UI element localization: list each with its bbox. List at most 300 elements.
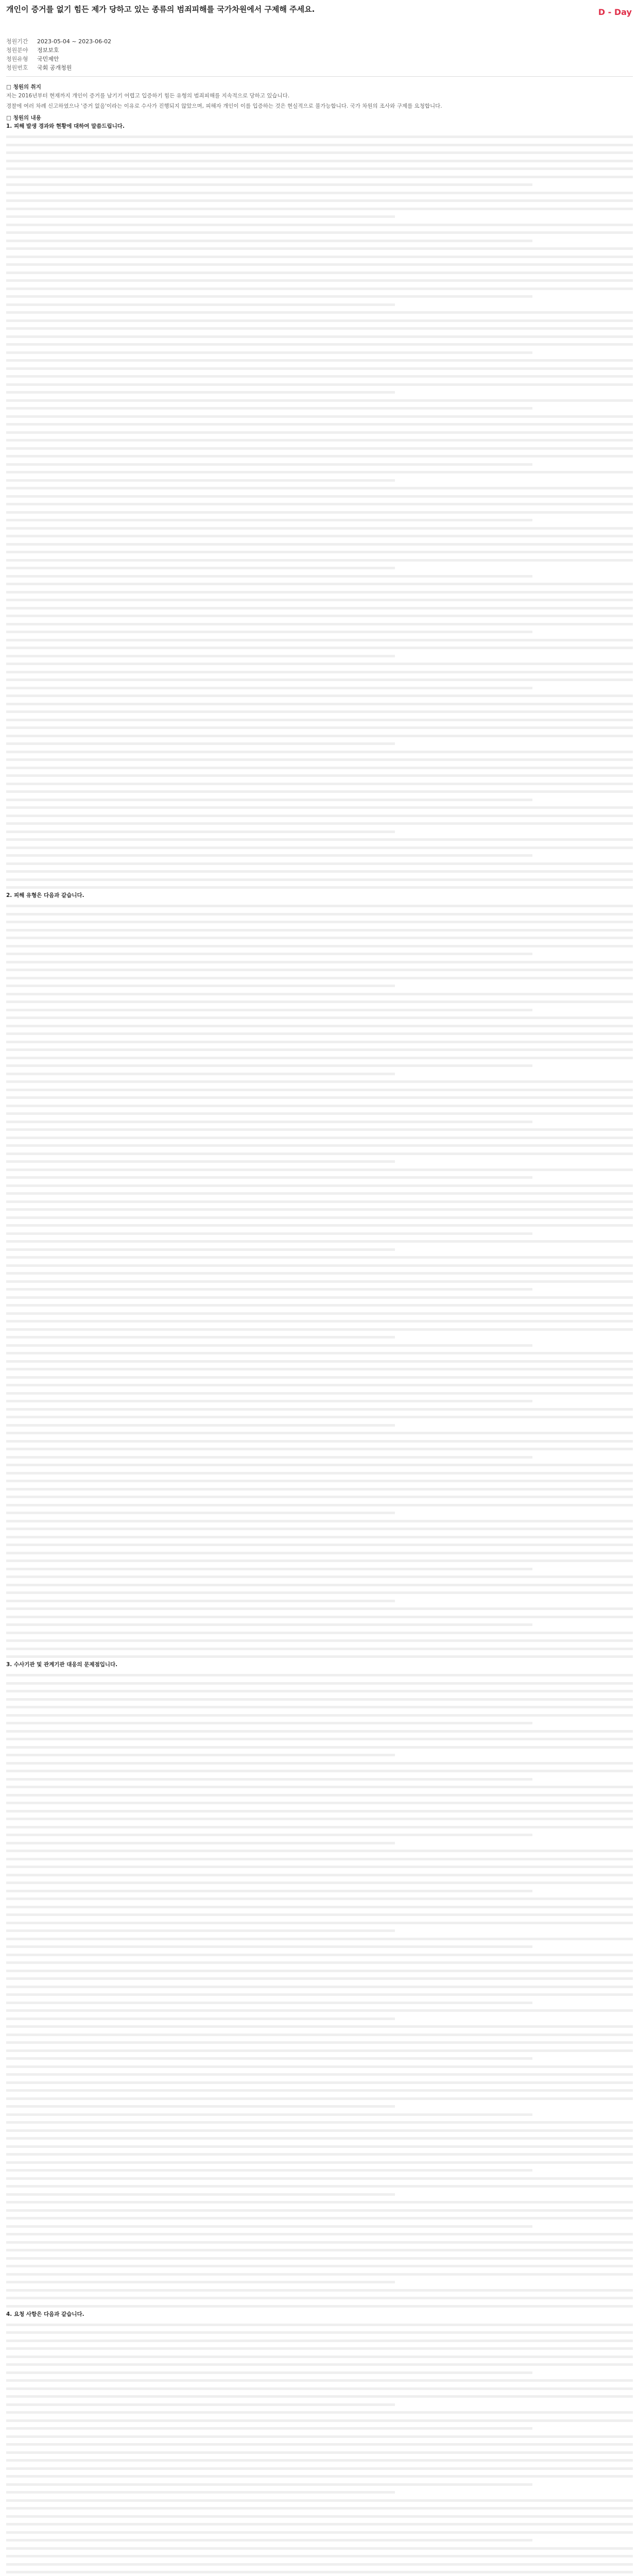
text-line bbox=[6, 341, 633, 349]
text-line bbox=[6, 2119, 633, 2127]
text-line bbox=[6, 2031, 633, 2039]
text-line bbox=[6, 1342, 532, 1349]
text-line bbox=[6, 967, 633, 974]
text-line bbox=[6, 2143, 633, 2150]
petition-meta bbox=[6, 37, 264, 72]
text-line bbox=[6, 951, 532, 958]
text-line bbox=[6, 1222, 633, 1230]
text-line bbox=[6, 1310, 633, 1317]
text-line bbox=[6, 990, 633, 998]
text-line bbox=[6, 1637, 633, 1645]
text-line bbox=[6, 413, 633, 420]
text-line bbox=[6, 1038, 633, 1046]
section-heading: □ 청원의 취지 bbox=[6, 84, 41, 90]
text-line bbox=[6, 1999, 532, 2007]
text-line bbox=[6, 2393, 633, 2401]
text-line bbox=[6, 381, 633, 388]
text-line bbox=[6, 1711, 633, 1719]
text-line bbox=[6, 780, 633, 788]
section-content bbox=[6, 114, 633, 2576]
body-paragraph: 경찰에 여러 차례 신고하였으나 '증거 없음'이라는 이유로 수사가 진행되지 않았으며, 피해자 개인이 이를 입증하는 것은 현실적으로 불가능합니다. 국가 차원의 조사와 구제를 요청합니다. bbox=[6, 103, 442, 109]
text-line bbox=[6, 1557, 633, 1565]
body-text-block bbox=[6, 1672, 633, 2310]
text-line bbox=[6, 2425, 532, 2433]
text-line bbox=[6, 221, 633, 229]
text-line bbox=[6, 1510, 395, 1517]
text-line bbox=[6, 469, 633, 477]
text-line bbox=[6, 1983, 633, 1991]
text-line bbox=[6, 2223, 532, 2230]
text-line bbox=[6, 828, 395, 836]
text-line bbox=[6, 277, 633, 285]
text-line bbox=[6, 1102, 633, 1110]
text-line bbox=[6, 2191, 395, 2198]
text-line bbox=[6, 2167, 532, 2175]
text-line bbox=[6, 2103, 395, 2111]
text-line bbox=[6, 197, 633, 205]
petition-body bbox=[6, 82, 633, 2576]
text-line bbox=[6, 1526, 633, 1533]
text-line bbox=[6, 2321, 633, 2329]
text-line bbox=[6, 974, 633, 982]
text-line bbox=[6, 1800, 633, 1807]
text-line bbox=[6, 1565, 532, 1573]
text-line bbox=[6, 581, 633, 588]
text-line bbox=[6, 1848, 633, 1855]
text-line bbox=[6, 1485, 633, 1493]
text-line bbox=[6, 1951, 633, 1959]
text-line bbox=[6, 501, 633, 509]
text-line bbox=[6, 2207, 633, 2214]
text-line bbox=[6, 1791, 633, 1799]
text-line bbox=[6, 1879, 633, 1887]
text-line bbox=[6, 556, 633, 564]
text-line bbox=[6, 1453, 532, 1461]
text-line bbox=[6, 660, 633, 668]
text-line bbox=[6, 796, 532, 804]
text-line bbox=[6, 301, 395, 309]
text-line bbox=[6, 2007, 633, 2015]
text-line bbox=[6, 1446, 633, 1453]
text-line bbox=[6, 2361, 633, 2369]
meta-row bbox=[6, 55, 264, 63]
text-line bbox=[6, 2063, 633, 2071]
text-line bbox=[6, 565, 395, 572]
text-line bbox=[6, 2513, 633, 2520]
text-line bbox=[6, 2175, 633, 2182]
text-line bbox=[6, 2231, 633, 2239]
text-line bbox=[6, 1118, 532, 1126]
text-line bbox=[6, 2047, 633, 2055]
text-line bbox=[6, 910, 633, 918]
text-line bbox=[6, 1334, 395, 1342]
meta-value: 정보보호 bbox=[37, 47, 59, 54]
text-line bbox=[6, 2353, 633, 2361]
text-line bbox=[6, 2521, 633, 2529]
text-line bbox=[6, 884, 633, 892]
text-line bbox=[6, 1286, 532, 1294]
text-line bbox=[6, 676, 633, 684]
text-line bbox=[6, 181, 532, 189]
text-line bbox=[6, 1605, 633, 1613]
header-divider bbox=[6, 76, 633, 77]
petition-header bbox=[0, 0, 639, 31]
text-line bbox=[6, 1653, 633, 1661]
text-line bbox=[6, 982, 395, 990]
text-line bbox=[6, 549, 633, 556]
text-line bbox=[6, 1350, 633, 1358]
meta-row bbox=[6, 63, 264, 72]
text-line bbox=[6, 1421, 395, 1429]
text-line bbox=[6, 820, 633, 828]
text-line bbox=[6, 772, 633, 780]
text-line bbox=[6, 788, 633, 796]
text-line bbox=[6, 748, 633, 756]
text-line bbox=[6, 1190, 633, 1198]
text-line bbox=[6, 935, 633, 942]
text-line bbox=[6, 1198, 633, 1206]
text-line bbox=[6, 2537, 532, 2545]
text-line bbox=[6, 2377, 633, 2385]
text-line bbox=[6, 1613, 633, 1621]
text-line bbox=[6, 1437, 633, 1445]
text-line bbox=[6, 844, 633, 852]
text-line bbox=[6, 724, 633, 732]
text-line bbox=[6, 1006, 532, 1014]
text-line bbox=[6, 1150, 633, 1158]
text-line bbox=[6, 2529, 633, 2536]
text-line bbox=[6, 285, 633, 293]
text-line bbox=[6, 1142, 633, 1150]
text-line bbox=[6, 2417, 633, 2425]
text-line bbox=[6, 926, 633, 934]
text-line bbox=[6, 1784, 633, 1791]
text-line bbox=[6, 636, 633, 644]
text-line bbox=[6, 365, 633, 372]
text-line bbox=[6, 437, 633, 445]
text-line bbox=[6, 1823, 633, 1831]
text-line bbox=[6, 812, 633, 820]
text-line bbox=[6, 1110, 633, 1118]
meta-value: 국민제안 bbox=[37, 56, 59, 62]
text-line bbox=[6, 740, 395, 748]
text-line bbox=[6, 2295, 633, 2302]
text-line bbox=[6, 1855, 633, 1863]
text-line bbox=[6, 205, 633, 213]
meta-value: 2023-05-04 ~ 2023-06-02 bbox=[37, 38, 112, 45]
text-line bbox=[6, 309, 633, 317]
text-line bbox=[6, 2095, 633, 2103]
text-line bbox=[6, 1967, 633, 1975]
text-line bbox=[6, 2489, 395, 2497]
text-line bbox=[6, 876, 633, 884]
text-line bbox=[6, 1166, 633, 1174]
text-line bbox=[6, 213, 395, 221]
meta-key: 청원유형 bbox=[6, 56, 28, 62]
text-line bbox=[6, 421, 633, 429]
body-paragraph: 4. 요청 사항은 다음과 같습니다. bbox=[6, 2311, 84, 2317]
text-line bbox=[6, 1046, 633, 1054]
text-line bbox=[6, 2135, 633, 2143]
meta-row bbox=[6, 37, 264, 46]
text-line bbox=[6, 1688, 633, 1696]
text-line bbox=[6, 477, 395, 484]
text-line bbox=[6, 1254, 633, 1262]
text-line bbox=[6, 2545, 633, 2552]
text-line bbox=[6, 173, 633, 181]
text-line bbox=[6, 2055, 532, 2063]
text-line bbox=[6, 1903, 633, 1911]
text-line bbox=[6, 1832, 532, 1839]
text-line bbox=[6, 357, 633, 365]
text-line bbox=[6, 684, 532, 692]
body-text-block bbox=[6, 133, 633, 892]
text-line bbox=[6, 333, 633, 341]
text-line bbox=[6, 942, 633, 950]
text-line bbox=[6, 1975, 633, 1983]
meta-row bbox=[6, 46, 264, 55]
text-line bbox=[6, 373, 633, 381]
text-line bbox=[6, 1768, 633, 1775]
text-line bbox=[6, 1398, 532, 1405]
text-line bbox=[6, 237, 532, 245]
text-line bbox=[6, 1541, 633, 1549]
text-line bbox=[6, 1462, 633, 1469]
text-line bbox=[6, 1943, 532, 1951]
text-line bbox=[6, 293, 532, 301]
text-line bbox=[6, 716, 633, 724]
text-line bbox=[6, 2127, 633, 2134]
text-line bbox=[6, 645, 633, 652]
text-line bbox=[6, 2263, 633, 2270]
text-line bbox=[6, 1573, 633, 1581]
text-line bbox=[6, 1358, 633, 1365]
text-line bbox=[6, 1911, 633, 1919]
text-line bbox=[6, 1935, 633, 1943]
text-line bbox=[6, 157, 633, 165]
text-line bbox=[6, 269, 633, 277]
text-line bbox=[6, 317, 633, 325]
section-heading: □ 청원의 내용 bbox=[6, 114, 41, 121]
text-line bbox=[6, 1469, 633, 1477]
text-line bbox=[6, 919, 633, 926]
text-line bbox=[6, 1887, 532, 1895]
text-line bbox=[6, 1597, 395, 1605]
text-line bbox=[6, 2473, 633, 2481]
text-line bbox=[6, 764, 633, 772]
text-line bbox=[6, 1270, 633, 1278]
text-line bbox=[6, 389, 395, 397]
text-line bbox=[6, 1126, 633, 1134]
text-line bbox=[6, 692, 633, 700]
text-line bbox=[6, 1206, 633, 1214]
text-line bbox=[6, 1326, 633, 1333]
text-line bbox=[6, 1302, 633, 1310]
text-line bbox=[6, 1389, 633, 1397]
text-line bbox=[6, 2441, 633, 2449]
text-line bbox=[6, 1278, 633, 1285]
text-line bbox=[6, 958, 633, 966]
text-line bbox=[6, 1294, 633, 1301]
text-line bbox=[6, 2215, 633, 2223]
text-line bbox=[6, 1752, 395, 1759]
text-line bbox=[6, 261, 633, 269]
body-paragraph: 3. 수사기관 및 관계기관 대응의 문제점입니다. bbox=[6, 1662, 118, 1668]
text-line bbox=[6, 1366, 633, 1374]
text-line bbox=[6, 700, 633, 708]
text-line bbox=[6, 1022, 633, 1030]
text-line bbox=[6, 517, 532, 524]
text-line bbox=[6, 1727, 633, 1735]
text-line bbox=[6, 868, 633, 876]
text-line bbox=[6, 2433, 633, 2441]
text-line bbox=[6, 509, 633, 516]
text-line bbox=[6, 1704, 633, 1711]
meta-key: 청원분야 bbox=[6, 47, 28, 54]
text-line bbox=[6, 2239, 633, 2246]
text-line bbox=[6, 1414, 633, 1421]
text-line bbox=[6, 133, 633, 141]
text-line bbox=[6, 1839, 395, 1847]
text-line bbox=[6, 2247, 633, 2255]
text-line bbox=[6, 453, 633, 461]
text-line bbox=[6, 1672, 633, 1680]
text-line bbox=[6, 620, 633, 628]
text-line bbox=[6, 1549, 633, 1557]
text-line bbox=[6, 165, 633, 173]
text-line bbox=[6, 253, 633, 261]
text-line bbox=[6, 1680, 633, 1687]
text-line bbox=[6, 1078, 633, 1086]
text-line bbox=[6, 2087, 633, 2095]
text-line bbox=[6, 2183, 633, 2191]
text-line bbox=[6, 1775, 532, 1783]
text-line bbox=[6, 1070, 395, 1078]
text-line bbox=[6, 533, 633, 540]
text-line bbox=[6, 349, 532, 357]
text-line bbox=[6, 1014, 633, 1022]
text-line bbox=[6, 2286, 633, 2294]
text-line bbox=[6, 2569, 633, 2576]
text-line bbox=[6, 1533, 633, 1541]
text-line bbox=[6, 2071, 633, 2079]
text-line bbox=[6, 1863, 633, 1871]
body-paragraph: 2. 피해 유형은 다음과 같습니다. bbox=[6, 892, 84, 899]
text-line bbox=[6, 1501, 633, 1509]
text-line bbox=[6, 149, 633, 157]
text-line bbox=[6, 1871, 633, 1879]
text-line bbox=[6, 461, 532, 468]
text-line bbox=[6, 1807, 633, 1815]
text-line bbox=[6, 2481, 532, 2488]
body-paragraph: 1. 피해 발생 경과와 현황에 대하여 말씀드립니다. bbox=[6, 123, 125, 129]
text-line bbox=[6, 1589, 633, 1597]
text-line bbox=[6, 2255, 633, 2262]
text-line bbox=[6, 1736, 633, 1743]
text-line bbox=[6, 2279, 395, 2286]
text-line bbox=[6, 652, 395, 660]
text-line bbox=[6, 2111, 532, 2119]
text-line bbox=[6, 2329, 633, 2337]
text-line bbox=[6, 1062, 532, 1070]
text-line bbox=[6, 998, 633, 1006]
text-line bbox=[6, 2159, 633, 2166]
text-line bbox=[6, 540, 633, 548]
text-line bbox=[6, 493, 633, 500]
text-line bbox=[6, 1214, 633, 1222]
text-line bbox=[6, 2337, 633, 2345]
text-line bbox=[6, 245, 633, 253]
text-line bbox=[6, 1374, 633, 1381]
text-line bbox=[6, 1991, 633, 1999]
text-line bbox=[6, 141, 633, 149]
meta-value: 국회 공개청원 bbox=[37, 64, 72, 71]
text-line bbox=[6, 1054, 633, 1062]
text-line bbox=[6, 903, 633, 910]
text-line bbox=[6, 732, 633, 740]
text-line bbox=[6, 604, 633, 612]
text-line bbox=[6, 1517, 633, 1525]
text-line bbox=[6, 572, 532, 580]
text-line bbox=[6, 1238, 633, 1246]
text-line bbox=[6, 588, 633, 596]
text-line bbox=[6, 1494, 633, 1501]
text-line bbox=[6, 2079, 633, 2087]
text-line bbox=[6, 1086, 633, 1094]
text-line bbox=[6, 2457, 633, 2465]
text-line bbox=[6, 1262, 633, 1269]
petition-title: 개인이 증거를 없기 힘든 제가 당하고 있는 종류의 범죄피해를 국가차원에서 구제해 주세요. bbox=[6, 5, 315, 14]
text-line bbox=[6, 1230, 532, 1238]
text-line bbox=[6, 668, 633, 676]
text-line bbox=[6, 836, 633, 844]
body-paragraph: 저는 2016년부터 현재까지 개인이 증거를 남기기 어렵고 입증하기 힘든 유형의 범죄피해를 지속적으로 당하고 있습니다. bbox=[6, 92, 290, 99]
text-line bbox=[6, 445, 633, 452]
meta-key: 청원번호 bbox=[6, 64, 28, 71]
text-line bbox=[6, 1645, 633, 1653]
text-line bbox=[6, 1174, 532, 1182]
text-line bbox=[6, 325, 633, 333]
text-line bbox=[6, 429, 633, 436]
body-text-block bbox=[6, 903, 633, 1661]
text-line bbox=[6, 756, 633, 764]
text-line bbox=[6, 397, 633, 404]
text-line bbox=[6, 1430, 633, 1437]
text-line bbox=[6, 485, 633, 493]
text-line bbox=[6, 229, 633, 237]
text-line bbox=[6, 1919, 633, 1927]
text-line bbox=[6, 1759, 633, 1767]
text-line bbox=[6, 2270, 633, 2278]
body-text-block bbox=[6, 2321, 633, 2576]
text-line bbox=[6, 524, 633, 532]
text-line bbox=[6, 2449, 633, 2456]
text-line bbox=[6, 613, 633, 620]
text-line bbox=[6, 1030, 633, 1038]
text-line bbox=[6, 2497, 633, 2504]
text-line bbox=[6, 1629, 633, 1637]
text-line bbox=[6, 804, 633, 812]
text-line bbox=[6, 860, 633, 868]
text-line bbox=[6, 1405, 633, 1413]
text-line bbox=[6, 1382, 633, 1389]
text-line bbox=[6, 1816, 633, 1823]
text-line bbox=[6, 405, 532, 413]
text-line bbox=[6, 2369, 532, 2377]
text-line bbox=[6, 2039, 633, 2047]
section-purpose bbox=[6, 83, 633, 110]
text-line bbox=[6, 1182, 633, 1190]
